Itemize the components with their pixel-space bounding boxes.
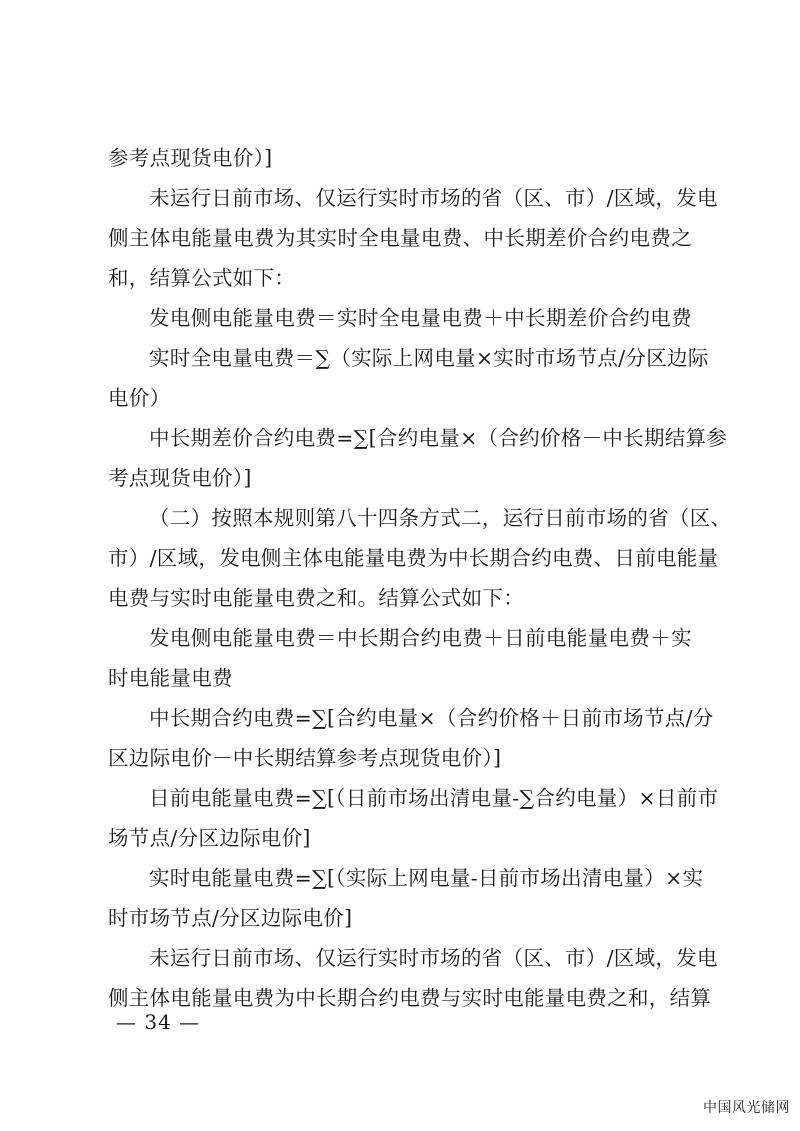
text-line: 侧主体电能量电费为其实时全电量电费、中长期差价合约电费之 bbox=[108, 226, 692, 250]
formula-line: 发电侧电能量电费＝实时全电量电费＋中长期差价合约电费 bbox=[149, 306, 692, 330]
text-line: 和，结算公式如下： bbox=[108, 266, 296, 290]
text-line: 电费与实时电能量电费之和。结算公式如下： bbox=[108, 586, 524, 610]
formula-line: 中长期合约电费=∑[合约电量×（合约价格＋日前市场节点/分 bbox=[149, 706, 714, 730]
text-line: 未运行日前市场、仅运行实时市场的省（区、市）/区域，发电 bbox=[149, 186, 718, 210]
formula-line: 中长期差价合约电费=∑[合约电量×（合约价格－中长期结算参 bbox=[149, 426, 728, 450]
text-line: 市）/区域，发电侧主体电能量电费为中长期合约电费、日前电能量 bbox=[108, 546, 719, 570]
document-body bbox=[108, 138, 732, 1018]
formula-line: 发电侧电能量电费＝中长期合约电费＋日前电能量电费＋实 bbox=[149, 626, 692, 650]
formula-line: 时市场节点/分区边际电价] bbox=[108, 906, 353, 930]
formula-line: 区边际电价－中长期结算参考点现货电价）] bbox=[108, 746, 502, 770]
formula-line: 实时全电量电费＝∑（实际上网电量×实时市场节点/分区边际 bbox=[149, 346, 709, 370]
text-line: 未运行日前市场、仅运行实时市场的省（区、市）/区域，发电 bbox=[149, 946, 718, 970]
text-line: 侧主体电能量电费为中长期合约电费与实时电能量电费之和，结算 bbox=[108, 986, 712, 1010]
formula-line: 实时电能量电费=∑[（实际上网电量-日前市场出清电量）×实 bbox=[149, 866, 704, 890]
formula-line: 场节点/分区边际电价] bbox=[108, 826, 311, 850]
page-number: — 34 — bbox=[116, 1010, 201, 1034]
formula-line: 时电能量电费 bbox=[108, 666, 233, 690]
text-line: （二）按照本规则第八十四条方式二，运行日前市场的省（区、 bbox=[149, 506, 732, 530]
formula-line: 电价） bbox=[108, 386, 171, 410]
formula-line: 考点现货电价）] bbox=[108, 466, 252, 490]
watermark: 中国风光储网 bbox=[703, 1100, 790, 1116]
formula-line: 日前电能量电费=∑[（日前市场出清电量-∑合约电量）×日前市 bbox=[149, 786, 719, 810]
text-line: 参考点现货电价）] bbox=[108, 146, 273, 170]
